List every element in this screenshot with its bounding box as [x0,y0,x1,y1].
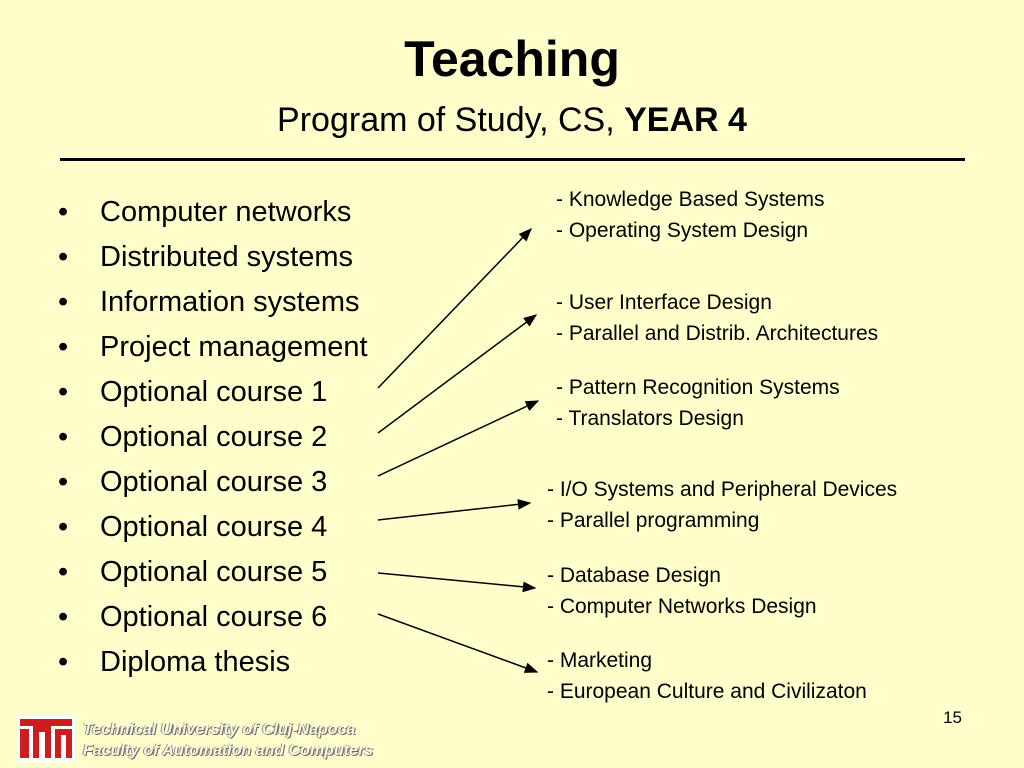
bullet-icon: • [58,421,69,453]
bullet-icon: • [58,556,69,588]
university-logo-icon [17,716,75,762]
slide-title: Teaching [404,31,620,87]
option-line: - I/O Systems and Peripheral Devices [547,478,898,501]
footer-institution [83,719,373,761]
option-line: - Database Design [547,564,721,587]
list-item-label: Optional course 6 [100,601,328,633]
list-item-label: Optional course 5 [100,556,328,588]
bullet-icon: • [58,601,69,633]
bullet-icon: • [58,466,69,498]
list-item-label: Project management [100,331,368,363]
list-item-label: Optional course 3 [100,466,328,498]
list-item-label: Optional course 4 [100,511,328,543]
option-line: - Translators Design [556,406,744,430]
option-line: - User Interface Design [556,291,772,314]
bullet-icon: • [58,241,69,273]
option-line: - Parallel programming [547,508,760,532]
list-item-label: Diploma thesis [100,646,291,678]
option-line: - Computer Networks Design [547,594,817,618]
subtitle-year: YEAR 4 [624,101,747,139]
arrow-optional-6 [378,614,537,672]
list-item-label: Information systems [100,286,360,318]
option-line: - Parallel and Distrib. Architectures [556,321,879,345]
arrow-optional-3 [378,401,538,476]
list-item-label: Optional course 2 [100,421,328,453]
bullet-icon: • [58,286,69,318]
option-line: - Marketing [547,649,653,672]
footer-university: Technical University of Cluj-Napoca [83,721,356,738]
footer-faculty: Faculty of Automation and Computers [83,742,374,759]
bullet-icon: • [58,331,69,363]
subtitle-text: Program of Study, CS, [277,101,615,139]
arrow-optional-5 [378,573,535,588]
arrow-optional-2 [378,315,536,433]
option-line: - Knowledge Based Systems [556,188,825,211]
list-item-label: Computer networks [100,196,352,228]
option-line: - Pattern Recognition Systems [556,376,840,399]
bullet-icon: • [58,196,69,228]
list-item-label: Distributed systems [100,241,354,273]
bullet-icon: • [58,511,69,543]
page-number: 15 [943,708,962,727]
option-line: - Operating System Design [556,218,809,242]
arrow-optional-1 [378,229,531,388]
arrow-optional-4 [378,503,530,520]
bullet-icon: • [58,376,69,408]
option-line: - European Culture and Civilizaton [547,679,867,703]
bullet-icon: • [58,646,69,678]
list-item-label: Optional course 1 [100,376,328,408]
